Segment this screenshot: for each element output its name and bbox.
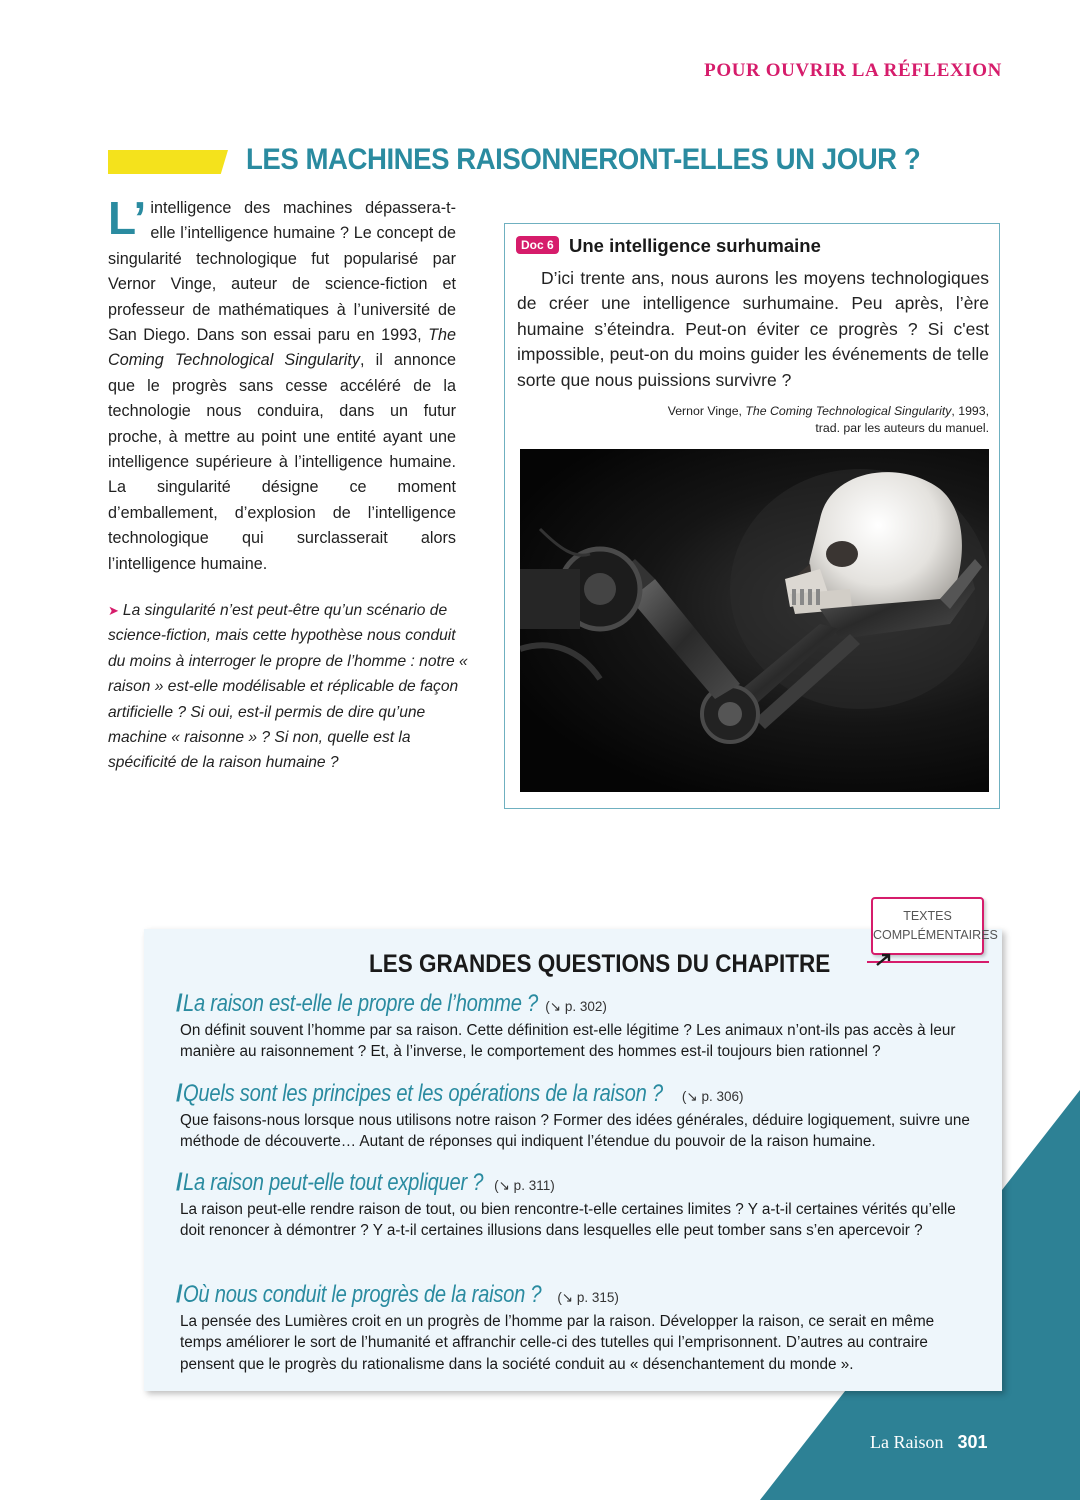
question-item: [176, 1080, 976, 1153]
page-ref-link[interactable]: (↘ p. 311): [494, 1178, 555, 1193]
intro-text-2: , il annonce que le progrès sans cesse accéléré de la technologie nous conduira, dans un futur proche, à mettre au point une entité ayant une intelligence supérieure à l’intelligence humaine. La singularité désigne ce moment d’emballement, d’explosion de l’intelligence technologique qui surclasserait alors l’intelligence humaine.: [108, 351, 457, 573]
question-text: Que faisons-nous lorsque nous utilisons notre raison ? Former des idées générales, déduire logiquement, suivre une méthode de découverte… Autant de réponses qui indiquent l’étendue du pouvoir de la raison humaine.: [180, 1112, 970, 1151]
question-text: La pensée des Lumières croit en un progrès de l’homme par la raison. Développer la raison, ce serait en même temps améliorer le sort de l’humanité et affranchir celle-ci des tutelles qui l’emprisonnent. D’autres au contraire pensent que le progrès du rationalisme dans la société conduit au « désenchantement du monde ».: [180, 1313, 935, 1373]
slash-icon: /: [176, 1169, 183, 1196]
doc-badge: Doc 6: [516, 236, 559, 254]
page-footer: [870, 1432, 988, 1453]
page-number: 301: [957, 1432, 988, 1452]
source-year: , 1993,: [951, 404, 989, 418]
source-translation: trad. par les auteurs du manuel.: [815, 421, 989, 435]
page-title: LES MACHINES RAISONNERONT-ELLES UN JOUR ?: [246, 143, 921, 176]
source-title: The Coming Technological Singularity: [745, 404, 952, 418]
problem-text: La singularité n’est peut-être qu’un scénario de science-fiction, mais cette hypothèse nous conduit du moins à interroger le propre de l’homme : notre « raison » est-elle modélisable et réplicable de façon artificielle ? Si oui, est-il permis de dire qu’une machine « raisonne » ? Si non, quelle est la spécificité de la raison humaine ?: [108, 602, 468, 772]
question-item: [176, 1281, 976, 1375]
chapter-name: La Raison: [870, 1432, 944, 1452]
question-title[interactable]: La raison peut-elle tout expliquer ?: [182, 1169, 483, 1196]
page-ref-link[interactable]: (↘ p. 315): [557, 1290, 619, 1305]
question-title[interactable]: La raison est-elle le propre de l’homme ?: [182, 990, 538, 1017]
slash-icon: /: [176, 1080, 183, 1107]
doc-source: [517, 403, 989, 437]
question-text: On définit souvent l’homme par sa raison. Cette définition est-elle légitime ? Les animaux n’ont-ils pas accès à leur manière au raisonnement ? Et, à l’inverse, le comportement des hommes est-il toujours bien rationnel ?: [180, 1022, 956, 1061]
question-item: [176, 990, 976, 1063]
tag-line-2: COMPLÉMENTAIRES: [873, 928, 998, 942]
chapter-questions-title: LES GRANDES QUESTIONS DU CHAPITRE: [369, 950, 831, 978]
tag-line-1: TEXTES: [903, 909, 952, 923]
source-author: Vernor Vinge,: [667, 404, 746, 418]
intro-paragraph: [108, 192, 457, 577]
doc-quote: D’ici trente ans, nous aurons les moyens technologiques de créer une intelligence surhumaine. Peu après, l’ère humaine s’éteindra. Peut-on éviter ce progrès ? Si c'est impossible, peut-on du moins guider les événements de telle sorte que nous puissions survivre ?: [517, 268, 989, 390]
chevron-right-icon: ➤: [108, 603, 119, 618]
slash-icon: /: [176, 1281, 183, 1308]
cursor-arrow-icon: [875, 951, 893, 967]
question-text: La raison peut-elle rendre raison de tout, ou bien rencontre-t-elle certaines limites ? Y a-t-il certaines vérités qu’elle doit renoncer à démontrer ? Y a-t-il certaines illusions dans lesquelles elle peut tomber sans s’en apercevoir ?: [180, 1201, 956, 1240]
section-kicker: POUR OUVRIR LA RÉFLEXION: [704, 60, 1002, 81]
textes-complementaires-button[interactable]: [871, 897, 998, 955]
robot-skull-image: [520, 449, 989, 792]
question-title[interactable]: Quels sont les principes et les opérations de la raison ?: [182, 1080, 663, 1107]
drop-cap: L’: [108, 192, 147, 244]
page-ref-link[interactable]: (↘ p. 302): [545, 999, 607, 1014]
intro-text-1: intelligence des machines dépassera-t-elle l’intelligence humaine ? Le concept de singularité technologique fut popularisé par Vernor Vinge, auteur de science-fiction et professeur de mathématiques à l’université de San Diego. Dans son essai paru en 1993,: [108, 199, 456, 345]
page-ref-link[interactable]: (↘ p. 306): [681, 1089, 744, 1104]
title-highlight-bar: [108, 150, 228, 174]
problem-statement: [108, 598, 468, 776]
intro-book-title: The Coming Technological Singularity: [108, 326, 456, 370]
slash-icon: /: [176, 990, 183, 1017]
robot-skull-illustration: [520, 449, 989, 792]
question-item: [176, 1169, 976, 1242]
question-title[interactable]: Où nous conduit le progrès de la raison ?: [182, 1281, 542, 1308]
doc-title: Une intelligence surhumaine: [569, 235, 821, 256]
